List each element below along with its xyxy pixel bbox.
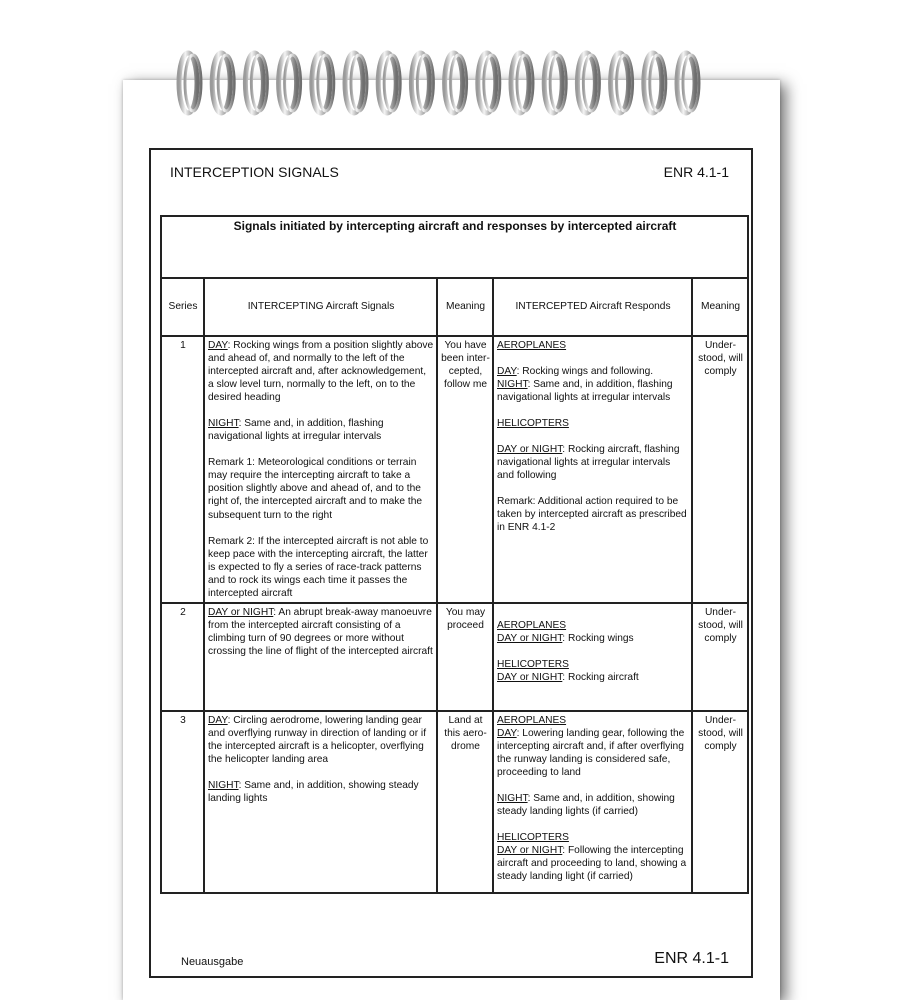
page-reference: ENR 4.1-1 (663, 164, 729, 180)
table-caption: Signals initiated by intercepting aircraft and responses by intercepted aircraft (161, 216, 748, 278)
helicopters-label: HELICOPTERS (497, 832, 569, 844)
intercepting-signal-cell (204, 336, 437, 603)
intercepting-signal-cell (204, 711, 437, 893)
night-label: NIGHT (497, 379, 528, 391)
table-row (161, 711, 748, 893)
intercepted-response-cell (493, 711, 692, 893)
interception-signals-table (160, 215, 749, 894)
night-label: NIGHT (208, 779, 239, 791)
signal-meaning: You may proceed (437, 603, 493, 711)
column-header: INTERCEPTED Aircraft Responds (493, 278, 692, 336)
intercepted-response-cell (493, 336, 692, 603)
helicopter-response-text: : Following the intercepting aircraft and proceeding to land, showing a steady landing light (if carried) (497, 845, 687, 883)
response-remark: Remark: Additional action required to be taken by intercepted aircraft as prescribed in ENR 4.1-2 (497, 496, 687, 534)
day-text: : Lowering landing gear, following the intercepting aircraft and, if after overflying the runway landing is considered safe, proceeding to land (497, 727, 685, 778)
spiral-binding (0, 0, 900, 130)
night-text: : Same and, in addition, showing steady landing lights (208, 779, 419, 805)
remark-2: Remark 2: If the intercepted aircraft is not able to keep pace with the intercepting aircraft, the latter is expected to fly a series of race-track patterns and to rock its wings each time it passes the intercepted aircraft (208, 535, 429, 599)
helicopters-label: HELICOPTERS (497, 658, 569, 670)
aeroplanes-label: AEROPLANES (497, 714, 567, 726)
aeroplanes-label: AEROPLANES (497, 340, 567, 351)
day-or-night-label: DAY or NIGHT (497, 671, 563, 683)
intercepted-response-cell (493, 603, 692, 711)
chart-sheet (149, 148, 753, 978)
signal-text: : An abrupt break-away manoeuvre from the intercepted aircraft consisting of a climbing turn of 90 degrees or more without crossing the line of flight of the intercepted aircraft (208, 606, 433, 657)
night-text: : Same and, in addition, showing steady landing lights (if carried) (497, 793, 675, 818)
day-or-night-label: DAY or NIGHT (497, 632, 563, 644)
day-text: : Circling aerodrome, lowering landing gear and overflying runway in direction of landing or if the intercepted aircraft is a helicopter, overflying the helicopter landing area (208, 714, 427, 765)
day-or-night-label: DAY or NIGHT (497, 444, 563, 456)
response-meaning: Under-stood, will comply (692, 711, 748, 893)
response-meaning: Under-stood, will comply (692, 603, 748, 711)
intercepting-signal-cell (204, 603, 437, 711)
column-header: Meaning (692, 278, 748, 336)
night-label: NIGHT (208, 418, 239, 430)
signal-meaning: You have been inter-cepted, follow me (437, 336, 493, 603)
footer-edition: Neuausgabe (181, 956, 244, 968)
day-label: DAY (497, 366, 517, 378)
night-text: : Same and, in addition, flashing navigational lights at irregular intervals (497, 379, 673, 404)
column-header: Series (161, 278, 204, 336)
helicopters-label: HELICOPTERS (497, 418, 569, 430)
day-label: DAY (208, 340, 228, 351)
page-title: INTERCEPTION SIGNALS (170, 164, 339, 180)
series-number: 1 (161, 336, 204, 603)
helicopter-response-text: : Rocking aircraft, flashing navigational lights at irregular intervals and following (497, 444, 680, 482)
footer-reference: ENR 4.1-1 (654, 950, 729, 967)
aeroplanes-label: AEROPLANES (497, 619, 567, 631)
series-number: 2 (161, 603, 204, 711)
day-or-night-label: DAY or NIGHT (208, 606, 274, 618)
signal-meaning: Land at this aero-drome (437, 711, 493, 893)
day-text: : Rocking wings from a position slightly above and ahead of, and normally to the left of the intercepted aircraft and, after acknowledgement, a slow level turn, normally to the left, on to the desired heading (208, 340, 434, 404)
day-or-night-label: DAY or NIGHT (497, 845, 563, 857)
helicopter-response-text: : Rocking aircraft (562, 671, 639, 683)
column-header-row (161, 278, 748, 336)
day-label: DAY (497, 727, 517, 739)
series-number: 3 (161, 711, 204, 893)
table-row (161, 603, 748, 711)
table-row (161, 336, 748, 603)
night-label: NIGHT (497, 793, 528, 805)
response-meaning: Under-stood, will comply (692, 336, 748, 603)
day-label: DAY (208, 714, 228, 726)
aeroplane-response-text: : Rocking wings (562, 632, 634, 644)
night-text: : Same and, in addition, flashing navigational lights at irregular intervals (208, 418, 384, 443)
day-text: : Rocking wings and following. (516, 366, 654, 378)
remark-1: Remark 1: Meteorological conditions or terrain may require the intercepting aircraft to take a position slightly above and ahead of, and to the right of, the intercepted aircraft and to make the subsequent turn to the right (208, 457, 423, 521)
column-header: INTERCEPTING Aircraft Signals (204, 278, 437, 336)
column-header: Meaning (437, 278, 493, 336)
